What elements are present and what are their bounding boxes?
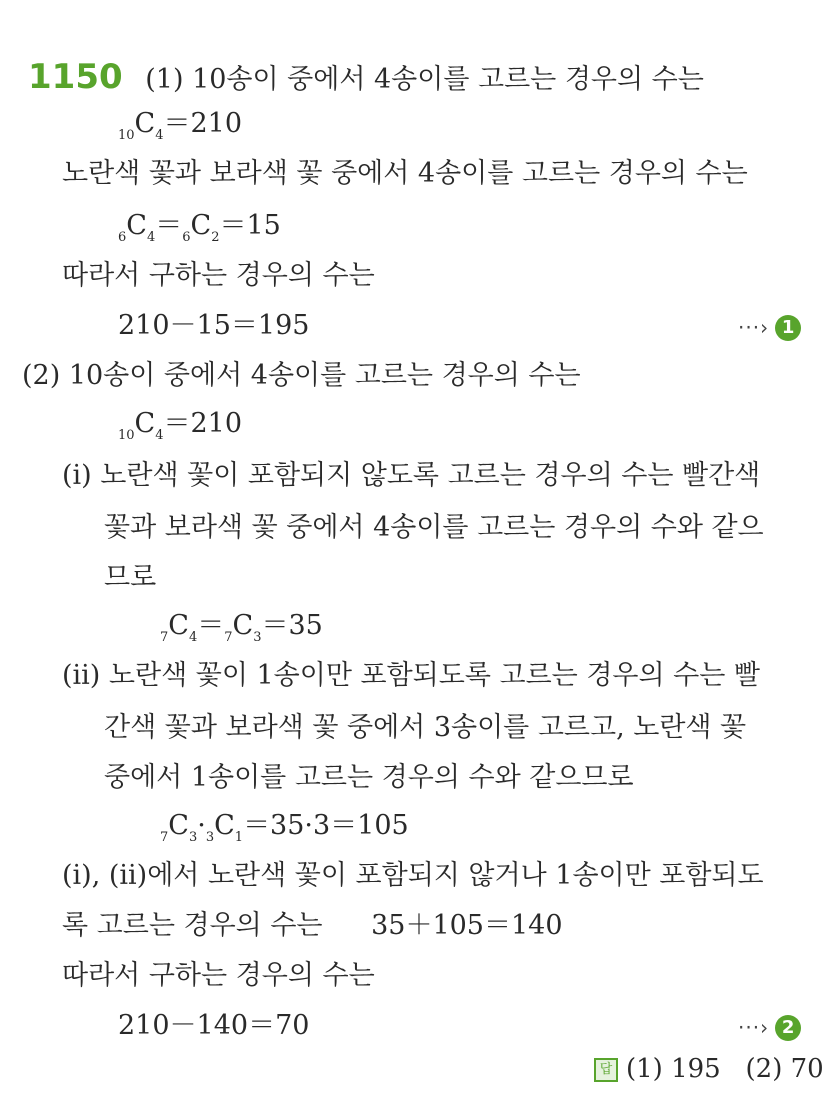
line-3: 따라서 구하는 경우의 수는	[62, 260, 375, 291]
line-4: 210－15＝195	[118, 310, 310, 341]
formula-2: $_6C_4=_6C_2=15$	[118, 210, 281, 245]
problem-number: 1150	[28, 57, 123, 97]
line-12: (ⅰ), (ⅱ)에서 노란색 꽃이 포함되지 않거나 1송이만 포함되도	[62, 860, 764, 891]
line-2: 노란색 꽃과 보라색 꽃 중에서 4송이를 고르는 경우의 수는	[62, 158, 748, 189]
formula-1: $_{10}C_4=210$	[118, 108, 243, 143]
line-14: 따라서 구하는 경우의 수는	[62, 960, 375, 991]
line-8: 므로	[104, 562, 157, 593]
line-15: 210－140＝70	[118, 1010, 310, 1041]
answer-text: (1) 195 (2) 70	[626, 1054, 824, 1084]
line-11: 중에서 1송이를 고르는 경우의 수와 같으므로	[104, 762, 634, 793]
step-marker-2: ···› 2	[738, 1014, 801, 1041]
line-10: 간색 꽃과 보라색 꽃 중에서 3송이를 고르고, 노란색 꽃	[104, 712, 747, 743]
formula-5: $_7C_3\cdot_3C_1=35\cdot 3=105$	[160, 810, 409, 845]
line-9: (ⅱ) 노란색 꽃이 1송이만 포함되도록 고르는 경우의 수는 빨	[62, 660, 760, 691]
step-marker-1: ···› 1	[738, 314, 801, 341]
answer-line	[594, 1056, 824, 1082]
answer-icon: 답	[594, 1058, 618, 1082]
step-1-badge: 1	[775, 315, 801, 341]
line-7: 꽃과 보라색 꽃 중에서 4송이를 고르는 경우의 수와 같으	[104, 512, 764, 543]
line-13-text: 록 고르는 경우의 수는	[62, 910, 323, 941]
formula-3: $_{10}C_4=210$	[118, 408, 243, 443]
line-6: (ⅰ) 노란색 꽃이 포함되지 않도록 고르는 경우의 수는 빨간색	[62, 460, 761, 491]
formula-4: $_7C_4=_7C_3=35$	[160, 610, 323, 645]
line-5: (2) 10송이 중에서 4송이를 고르는 경우의 수는	[22, 360, 581, 391]
line-13-result: 35＋105＝140	[371, 910, 563, 941]
line-1: (1) 10송이 중에서 4송이를 고르는 경우의 수는	[145, 64, 704, 95]
step-2-badge: 2	[775, 1015, 801, 1041]
